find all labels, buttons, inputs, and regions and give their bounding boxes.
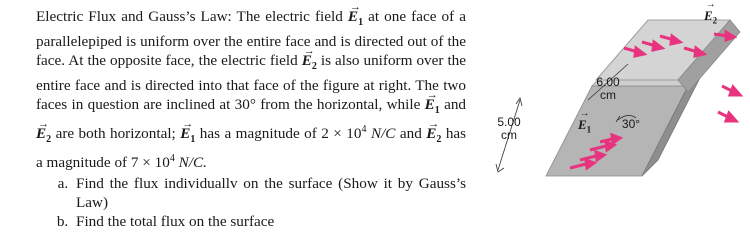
e1-label: → $E_1$ <box>578 117 591 135</box>
sentence1-text: at one face of a parallelepiped is uniform over the entire face and is directed out of the face. At the opposite face, the electric field <box>36 8 467 70</box>
vector-e1-ref: → $E_1$ <box>425 95 440 120</box>
problem-text-block <box>36 7 466 231</box>
dim-label-upper: 6.00 cm <box>596 75 620 102</box>
question-a: a. Find the flux individuallv on the surface (Show it by Gauss’s Law) <box>72 174 466 212</box>
vector-e1: → $E_1$ <box>348 7 363 32</box>
unit-e1: N/C <box>370 125 396 143</box>
vector-e2: → $E_2$ <box>302 51 317 76</box>
question-list <box>36 174 466 231</box>
vector-e2-mag: → $E_2$ <box>426 124 441 149</box>
vector-e2-ref: → $E_2$ <box>36 124 51 149</box>
and-word: and <box>444 96 467 114</box>
parallelepiped-figure <box>478 0 750 248</box>
vector-e1-mag: → $E_1$ <box>180 124 195 149</box>
magnitude-e2: $7 \times 10^4$ <box>130 153 175 172</box>
question-b: b. Find the total flux on the surface <box>72 212 466 231</box>
magnitude-e1: $2 \times 10^4$ <box>321 124 367 143</box>
problem-statement <box>36 7 466 172</box>
sentence3-text: are both horizontal; <box>55 125 176 143</box>
unit-e2: N/C. <box>178 154 207 172</box>
dim-arrow-bottom <box>496 164 504 172</box>
angle-label: 30° <box>621 117 641 131</box>
e2-label: → $E_2$ <box>704 8 717 26</box>
has-magnitude-text: has a magnitude of <box>199 125 317 143</box>
intro-text: Electric Flux and Gauss’s Law: The electric field <box>36 8 343 25</box>
sentence2-text: is also uniform over the entire face and is directed into that face of the figure at right. The two faces in question are inclined at 30° from the horizontal, while <box>36 52 466 114</box>
and-word-2: and <box>399 125 422 143</box>
dim-label-left: 5.00 cm <box>497 115 521 142</box>
has-magnitude-text-2: has a magnitude of <box>36 125 467 172</box>
